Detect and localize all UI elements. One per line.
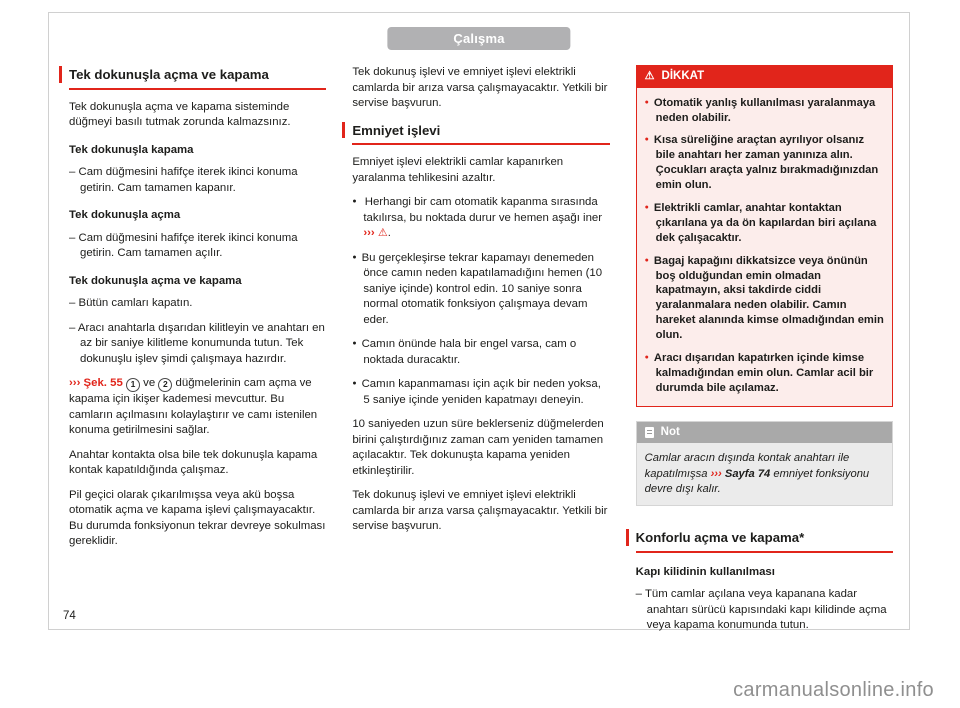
button-2-icon: 2 [158, 378, 172, 392]
section-title-one-touch: Tek dokunuşla açma ve kapama [69, 65, 326, 90]
section-title-safety-function: Emniyet işlevi [352, 121, 609, 146]
caution-title: DİKKAT [661, 70, 705, 82]
note-text: emniyet fonksiyonu devre dışı kalır. [644, 467, 870, 495]
paragraph-ignition: Anahtar kontakta olsa bile tek dokunuşla kapama kontak kapatıldığında çalışmaz. [69, 448, 318, 477]
figure-ref-link[interactable]: ››› Şek. 55 [69, 377, 123, 390]
list-item: – Aracı anahtarla dışarıdan kilitleyin ve anahtarı en az bir saniye kilitleme konumunda tutun. Tek dokunuşlu işlev şimdi çalışmaya hazırdır. [69, 321, 326, 368]
bullet-item: ● Bu gerçekleşirse tekrar kapamayı denemeden önce camın neden kapatılamadığını hemen (10 saniye içinde) kontrol edin. 10 saniye sonra normal otomatik fonksiyon çalışmaya devam eder. [352, 251, 609, 329]
paragraph-10-seconds: 10 saniyeden uzun süre beklerseniz düğmelerden birini çalıştırdığınız zaman cam yeniden tamamen açılacaktır. Tek dokunuşta kapama yeniden etkinleştirilir. [352, 418, 604, 477]
caution-bullet: ● Bagaj kapağını dikkatsizce veya önünün boş olduğundan emin olmadan kapatmayın, aksi takdirde ciddi yaralanmalara neden olabilir. Camın hareket alanında kimse olmadığından emin olun. [645, 254, 884, 343]
paragraph-intro: Emniyet işlevi elektrikli camlar kapanırken yaralanma tehlikesini azaltır. [352, 156, 564, 184]
manual-page [48, 12, 910, 630]
warning-triangle-icon: ⚠ [644, 70, 655, 83]
caution-bullet: ● Otomatik yanlış kullanılması yaralanmaya neden olabilir. [645, 96, 884, 126]
subheading-door-lock: Kapı kilidinin kullanılması [635, 565, 775, 578]
page-ref-chevrons[interactable]: ››› [710, 467, 722, 480]
note-box-header [637, 422, 892, 444]
content-columns [69, 65, 893, 632]
column-1 [69, 65, 326, 643]
caution-box-header [637, 66, 892, 88]
page-ref-link[interactable]: Sayfa 74 [724, 467, 771, 480]
subheading-one-touch-close: Tek dokunuşla kapama [69, 143, 194, 156]
page-number: 74 [63, 610, 76, 622]
figure-reference-paragraph [69, 376, 326, 438]
list-item: – Bütün camları kapatın. [69, 296, 326, 312]
note-text: Camlar aracın dışında kontak anahtarı ile kapatılmışsa [644, 452, 850, 480]
bullet-text: . [387, 227, 391, 240]
list-item: – Tüm camlar açılana veya kapanana kadar anahtarı sürücü kapısındaki kapı kilidinde açma veya kapama konumunda tutun. [636, 587, 893, 634]
watermark: carmanualsonline.info [733, 679, 934, 701]
note-title: Not [660, 425, 680, 438]
caution-bullet: ● Elektrikli camlar, anahtar kontaktan çıkarılana ya da ön kapılardan biri açılana dek çalışacaktır. [645, 201, 884, 246]
caution-bullet: ● Aracı dışarıdan kapatırken içinde kimse kalmadığından emin olun. Camlar acil bir durumda bile açılamaz. [645, 351, 884, 396]
note-box-body [637, 443, 892, 505]
column-2 [352, 65, 609, 643]
paragraph-battery: Pil geçici olarak çıkarılmışsa veya akü boşsa otomatik açma ve kapama işlevi çalışmayacaktır. Bu durumda fonksiyonun tekrar devreye sokulması gereklidir. [69, 488, 326, 548]
ref-text: ve [143, 377, 156, 390]
page-header-tab: Çalışma [387, 27, 570, 50]
note-box [636, 421, 893, 506]
bullet-item: ● Camın kapanmaması için açık bir neden yoksa, 5 saniye içinde yeniden kapatmayı deneyin. [352, 377, 609, 408]
subheading-one-touch-both: Tek dokunuşla açma ve kapama [69, 274, 242, 287]
column-3 [636, 65, 893, 643]
list-item: – Cam düğmesini hafifçe iterek ikinci konuma getirin. Cam tamamen kapanır. [69, 165, 326, 196]
paragraph-fault: Tek dokunuş işlevi ve emniyet işlevi elektrikli camlarda bir arıza varsa çalışmayacaktır. Yetkili bir servise başvurun. [352, 66, 608, 109]
section-title-comfort: Konforlu açma ve kapama* [636, 528, 893, 553]
caution-box-body [637, 88, 892, 406]
caution-box [636, 65, 893, 407]
ref-text: düğmelerinin cam açma ve kapama için ikişer kademesi mevcuttur. Bu camların açılmasını kolaylaştırır ve camı istenilen konuma getirilmesini sağlar. [69, 377, 318, 437]
button-1-icon: 1 [126, 378, 140, 392]
bullet-item: ● Camın önünde hala bir engel varsa, cam o noktada duracaktır. [352, 337, 609, 368]
paragraph-intro: Tek dokunuşla açma ve kapama sisteminde düğmeyi basılı tutmak zorunda kalmazsınız. [69, 100, 291, 129]
paragraph-fault: Tek dokunuş işlevi ve emniyet işlevi elektrikli camlarda bir arıza varsa çalışmayacaktır. Yetkili bir servise başvurun. [352, 489, 608, 533]
warning-triangle-icon: ⚠ [377, 227, 388, 240]
subheading-one-touch-open: Tek dokunuşla açma [69, 209, 181, 222]
note-sheet-icon [645, 427, 654, 438]
caution-bullet: ● Kısa süreliğine araçtan ayrılıyor olsanız bile anahtarı her zaman yanınıza alın. Çocukları araçta yalnız bırakmadığınızdan emin olun. [645, 133, 884, 193]
list-item: – Cam düğmesini hafifçe iterek ikinci konuma getirin. Cam tamamen açılır. [69, 231, 326, 262]
bullet-item [352, 195, 609, 242]
bullet-text: Herhangi bir cam otomatik kapanma sırasında takılırsa, bu noktada durur ve hemen aşağı iner [363, 196, 603, 224]
warning-ref-chevrons[interactable]: ››› [363, 227, 375, 240]
